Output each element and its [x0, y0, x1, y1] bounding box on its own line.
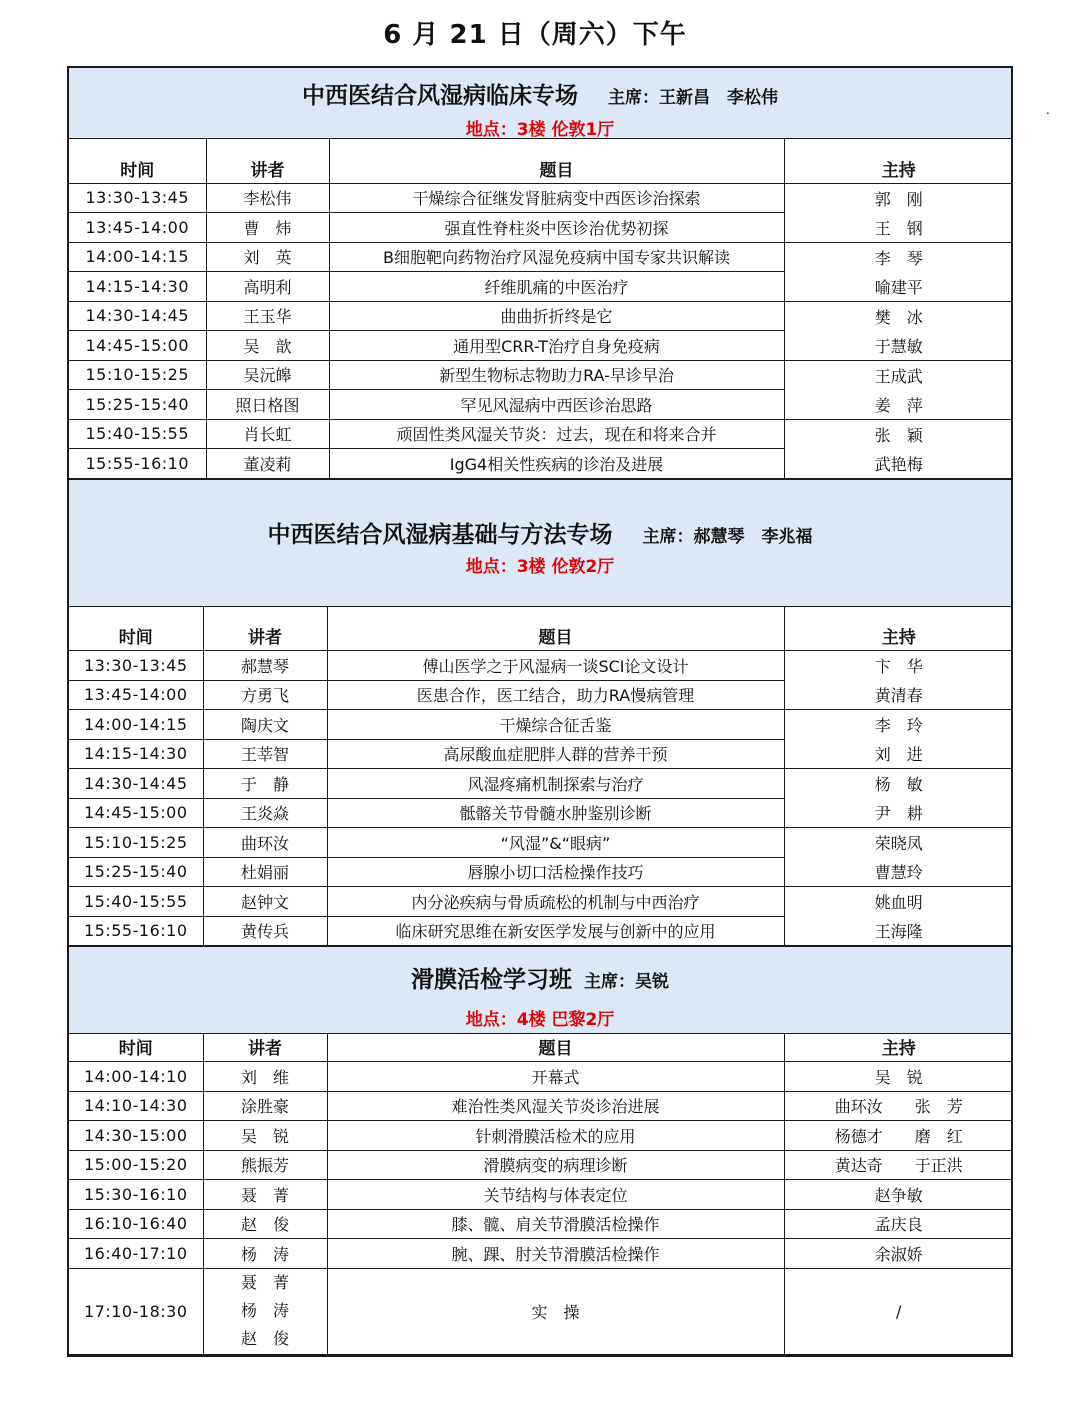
table-row — [69, 1239, 1013, 1269]
speaker-cell: 陶庆文 — [203, 710, 327, 740]
speaker-cell: 吴 歆 — [206, 331, 329, 361]
corner-mark: . — [1046, 103, 1050, 117]
column-header-topic: 题目 — [327, 1034, 784, 1062]
topic-cell: 干燥综合征继发肾脏病变中西医诊治探索 — [329, 183, 784, 213]
speaker-cell: 方勇飞 — [203, 680, 327, 710]
time-cell: 15:40-15:55 — [69, 419, 206, 449]
time-cell: 15:10-15:25 — [69, 360, 206, 390]
session-1-venue: 地点：3楼 伦敦1厅 — [465, 120, 615, 140]
time-cell: 13:30-13:45 — [69, 651, 203, 681]
session-3-chair: 主席：吴锐 — [584, 972, 669, 992]
column-header-speaker: 讲者 — [206, 139, 329, 183]
host-cell: 杨 敏 尹 耕 — [784, 769, 1013, 828]
topic-cell: 新型生物标志物助力RA-早诊早治 — [329, 360, 784, 390]
host-cell: 曲环汝 张 芳 — [784, 1091, 1013, 1121]
time-cell: 16:40-17:10 — [69, 1239, 203, 1269]
speaker-cell: 吴沅皞 — [206, 360, 329, 390]
speaker-cell: 郝慧琴 — [203, 651, 327, 681]
speaker-cell: 聂 菁 杨 涛 赵 俊 — [203, 1268, 327, 1354]
speaker-cell: 聂 菁 — [203, 1180, 327, 1210]
speaker-cell: 曹 炜 — [206, 213, 329, 243]
speaker-cell: 王莘智 — [203, 739, 327, 769]
speaker-cell: 肖长虹 — [206, 419, 329, 449]
topic-cell: 医患合作，医工结合，助力RA慢病管理 — [327, 680, 784, 710]
time-cell: 14:30-15:00 — [69, 1121, 203, 1151]
host-cell: 孟庆良 — [784, 1209, 1013, 1239]
speaker-cell: 黄传兵 — [203, 916, 327, 946]
time-cell: 14:45-15:00 — [69, 331, 206, 361]
time-cell: 13:45-14:00 — [69, 680, 203, 710]
schedule-frame — [67, 66, 1013, 1357]
table-row — [69, 1150, 1013, 1180]
topic-cell: 罕见风湿病中西医诊治思路 — [329, 390, 784, 420]
speaker-cell: 曲环汝 — [203, 828, 327, 858]
table-row — [69, 301, 1013, 331]
session-2-chair: 主席：郝慧琴 李兆福 — [642, 526, 813, 547]
topic-cell: 高尿酸血症肥胖人群的营养干预 — [327, 739, 784, 769]
time-cell: 14:15-14:30 — [69, 272, 206, 302]
table-row — [69, 1121, 1013, 1151]
time-cell: 17:10-18:30 — [69, 1268, 203, 1354]
time-cell: 14:15-14:30 — [69, 739, 203, 769]
time-cell: 14:10-14:30 — [69, 1091, 203, 1121]
time-cell: 15:55-16:10 — [69, 449, 206, 479]
topic-cell: 骶髂关节骨髓水肿鉴别诊断 — [327, 798, 784, 828]
host-cell: 李 琴 喻建平 — [784, 242, 1013, 301]
host-cell: 李 玲 刘 进 — [784, 710, 1013, 769]
table-row — [69, 1180, 1013, 1210]
topic-cell: 临床研究思维在新安医学发展与创新中的应用 — [327, 916, 784, 946]
session-1-table — [69, 139, 1013, 479]
host-cell: 张 颖 武艳梅 — [784, 419, 1013, 478]
speaker-cell: 涂胜豪 — [203, 1091, 327, 1121]
speaker-cell: 赵 俊 — [203, 1209, 327, 1239]
topic-cell: 风湿疼痛机制探索与治疗 — [327, 769, 784, 799]
topic-cell: 顽固性类风湿关节炎：过去，现在和将来合并 — [329, 419, 784, 449]
time-cell: 14:00-14:15 — [69, 242, 206, 272]
session-2-table — [69, 607, 1013, 947]
session-3-venue: 地点：4楼 巴黎2厅 — [465, 1010, 615, 1030]
topic-cell: 滑膜病变的病理诊断 — [327, 1150, 784, 1180]
host-cell: 樊 冰 于慧敏 — [784, 301, 1013, 360]
time-cell: 14:00-14:10 — [69, 1062, 203, 1092]
table-row — [69, 651, 1013, 681]
topic-cell: 通用型CRR-T治疗自身免疫病 — [329, 331, 784, 361]
host-cell: 余淑娇 — [784, 1239, 1013, 1269]
time-cell: 14:45-15:00 — [69, 798, 203, 828]
speaker-cell: 王炎焱 — [203, 798, 327, 828]
time-cell: 14:30-14:45 — [69, 301, 206, 331]
session-1-chair: 主席：王新昌 李松伟 — [608, 88, 778, 108]
session-2-venue: 地点：3楼 伦敦2厅 — [465, 556, 615, 577]
time-cell: 15:10-15:25 — [69, 828, 203, 858]
topic-cell: 内分泌疾病与骨质疏松的机制与中西治疗 — [327, 887, 784, 917]
column-header-time: 时间 — [69, 1034, 203, 1062]
host-cell: / — [784, 1268, 1013, 1354]
host-cell: 黄达奇 于正洪 — [784, 1150, 1013, 1180]
table-row — [69, 887, 1013, 917]
time-cell: 15:25-15:40 — [69, 857, 203, 887]
column-header-host: 主持 — [784, 607, 1013, 651]
time-cell: 15:25-15:40 — [69, 390, 206, 420]
time-cell: 14:00-14:15 — [69, 710, 203, 740]
host-cell: 王成武 姜 萍 — [784, 360, 1013, 419]
time-cell: 13:30-13:45 — [69, 183, 206, 213]
host-cell: 姚血明 王海隆 — [784, 887, 1013, 946]
time-cell: 16:10-16:40 — [69, 1209, 203, 1239]
time-cell: 15:55-16:10 — [69, 916, 203, 946]
column-header-time: 时间 — [69, 607, 203, 651]
table-row — [69, 828, 1013, 858]
time-cell: 15:00-15:20 — [69, 1150, 203, 1180]
session-1-header — [69, 68, 1011, 139]
column-header-time: 时间 — [69, 139, 206, 183]
speaker-cell: 赵钟文 — [203, 887, 327, 917]
column-header-topic: 题目 — [329, 139, 784, 183]
topic-cell: 难治性类风湿关节炎诊治进展 — [327, 1091, 784, 1121]
table-row — [69, 1209, 1013, 1239]
column-header-host: 主持 — [784, 1034, 1013, 1062]
speaker-cell: 董凌莉 — [206, 449, 329, 479]
topic-cell: 针刺滑膜活检术的应用 — [327, 1121, 784, 1151]
speaker-cell: 李松伟 — [206, 183, 329, 213]
table-row — [69, 1268, 1013, 1354]
column-header-speaker: 讲者 — [203, 607, 327, 651]
speaker-cell: 杨 涛 — [203, 1239, 327, 1269]
topic-cell: 膝、髋、肩关节滑膜活检操作 — [327, 1209, 784, 1239]
topic-cell: 曲曲折折终是它 — [329, 301, 784, 331]
speaker-cell: 照日格图 — [206, 390, 329, 420]
table-row — [69, 360, 1013, 390]
topic-cell: B细胞靶向药物治疗风湿免疫病中国专家共识解读 — [329, 242, 784, 272]
table-row — [69, 183, 1013, 213]
speaker-cell: 于 静 — [203, 769, 327, 799]
speaker-cell: 杜娟丽 — [203, 857, 327, 887]
session-3-title: 滑膜活检学习班 — [411, 967, 572, 993]
table-row — [69, 419, 1013, 449]
host-cell: 吴 锐 — [784, 1062, 1013, 1092]
table-row — [69, 1091, 1013, 1121]
topic-cell: 纤维肌痛的中医治疗 — [329, 272, 784, 302]
speaker-cell: 熊振芳 — [203, 1150, 327, 1180]
host-cell: 郭 刚 王 钢 — [784, 183, 1013, 242]
topic-cell: 傅山医学之于风湿病一谈SCI论文设计 — [327, 651, 784, 681]
topic-cell: IgG4相关性疾病的诊治及进展 — [329, 449, 784, 479]
column-header-host: 主持 — [784, 139, 1013, 183]
topic-cell: 干燥综合征舌鉴 — [327, 710, 784, 740]
topic-cell: 开幕式 — [327, 1062, 784, 1092]
time-cell: 13:45-14:00 — [69, 213, 206, 243]
host-cell: 赵争敏 — [784, 1180, 1013, 1210]
host-cell: 卞 华 黄清春 — [784, 651, 1013, 710]
table-row — [69, 710, 1013, 740]
speaker-cell: 王玉华 — [206, 301, 329, 331]
time-cell: 15:40-15:55 — [69, 887, 203, 917]
topic-cell: 关节结构与体表定位 — [327, 1180, 784, 1210]
topic-cell: “风湿”&“眼病” — [327, 828, 784, 858]
time-cell: 15:30-16:10 — [69, 1180, 203, 1210]
topic-cell: 腕、踝、肘关节滑膜活检操作 — [327, 1239, 784, 1269]
speaker-cell: 高明利 — [206, 272, 329, 302]
table-row — [69, 1062, 1013, 1092]
topic-cell: 实 操 — [327, 1268, 784, 1354]
topic-cell: 唇腺小切口活检操作技巧 — [327, 857, 784, 887]
speaker-cell: 吴 锐 — [203, 1121, 327, 1151]
session-3-table — [69, 1034, 1013, 1355]
session-1-title: 中西医结合风湿病临床专场 — [302, 83, 578, 109]
speaker-cell: 刘 维 — [203, 1062, 327, 1092]
time-cell: 14:30-14:45 — [69, 769, 203, 799]
topic-cell: 强直性脊柱炎中医诊治优势初探 — [329, 213, 784, 243]
host-cell: 杨德才 磨 红 — [784, 1121, 1013, 1151]
column-header-speaker: 讲者 — [203, 1034, 327, 1062]
session-3-header — [69, 946, 1011, 1034]
session-2-title: 中西医结合风湿病基础与方法专场 — [267, 521, 613, 548]
page-title: 6 月 21 日（周六）下午 — [383, 20, 687, 50]
table-row — [69, 242, 1013, 272]
table-row — [69, 769, 1013, 799]
host-cell: 荣晓凤 曹慧玲 — [784, 828, 1013, 887]
column-header-topic: 题目 — [327, 607, 784, 651]
session-2-header — [69, 479, 1011, 607]
speaker-cell: 刘 英 — [206, 242, 329, 272]
